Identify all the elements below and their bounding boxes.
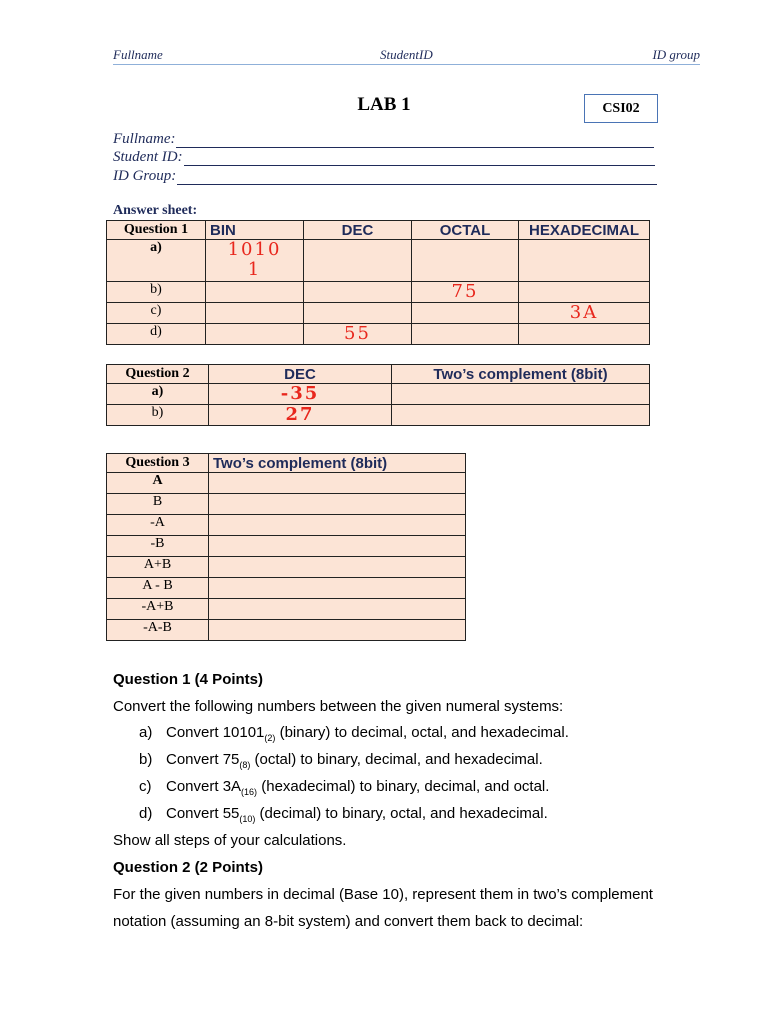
row-label: a) [107,384,209,405]
row-label: -A-B [107,620,209,641]
answer-dec-c[interactable] [304,303,412,324]
answer-cell[interactable] [209,620,466,641]
question1-outro: Show all steps of your calculations. [113,832,347,849]
list-item [139,778,549,797]
item-text: Convert 10101 [166,724,265,741]
row-label: b) [107,405,209,426]
table-row [107,303,650,324]
answer-cell[interactable] [209,494,466,515]
answer-dec-a[interactable] [304,240,412,282]
answer-oct-b[interactable]: 75 [412,282,519,303]
table1-header-hex: HEXADECIMAL [519,221,650,240]
question2-line1: For the given numbers in decimal (Base 10), represent them in two’s complement [113,886,653,903]
id-group-label: ID Group: [113,168,177,184]
item-text-rest: (octal) to binary, decimal, and hexadecimal. [250,751,543,768]
row-label: c) [107,303,206,324]
id-group-field[interactable] [113,168,657,185]
item-text-rest: (decimal) to binary, octal, and hexadecimal. [255,805,548,822]
answer-cell[interactable] [209,515,466,536]
item-base: (10) [239,814,256,824]
table-row [107,494,466,515]
table2-header-dec: DEC [209,365,392,384]
table2-header-twos: Two’s complement (8bit) [392,365,650,384]
answer-cell[interactable] [209,473,466,494]
table-row [107,473,466,494]
answer-oct-a[interactable] [412,240,519,282]
table3-header-twos: Two’s complement (8bit) [209,454,466,473]
item-text: Convert 55 [166,805,240,822]
table-row [107,578,466,599]
page-title: LAB 1 [357,94,411,115]
table-row [107,240,650,282]
row-label: A+B [107,557,209,578]
fullname-label: Fullname: [113,131,176,147]
student-id-label: Student ID: [113,149,183,165]
table3-header-question: Question 3 [107,454,209,473]
item-letter: d) [139,805,153,822]
answer-cell[interactable] [209,557,466,578]
student-id-field[interactable] [113,149,655,166]
fullname-blank[interactable] [176,134,654,148]
table-row [107,515,466,536]
item-letter: a) [139,724,153,741]
answer-dec-d[interactable]: 55 [304,324,412,345]
answer-bin-d[interactable] [206,324,304,345]
row-label: B [107,494,209,515]
row-label: a) [107,240,206,282]
answer-sheet-label: Answer sheet: [113,203,198,218]
row-label: A - B [107,578,209,599]
answer-hex-a[interactable] [519,240,650,282]
row-label: -A [107,515,209,536]
answer-dec-b[interactable]: 27 [209,405,392,426]
row-label: -B [107,536,209,557]
table1-header-dec: DEC [304,221,412,240]
row-label: d) [107,324,206,345]
answer-twos-a[interactable] [392,384,650,405]
table-row [107,324,650,345]
table-row [107,620,466,641]
answer-bin-c[interactable] [206,303,304,324]
item-letter: c) [139,778,152,795]
question2-heading: Question 2 (2 Points) [113,859,264,876]
answer-bin-a[interactable]: 1010 1 [206,240,304,282]
fullname-field[interactable] [113,131,654,148]
item-text: Convert 75 [166,751,240,768]
row-label: b) [107,282,206,303]
id-group-blank[interactable] [177,171,657,185]
answer-bin-b[interactable] [206,282,304,303]
list-item [139,724,569,743]
answer-twos-b[interactable] [392,405,650,426]
answer-oct-d[interactable] [412,324,519,345]
item-base: (8) [239,760,251,770]
question2-line2: notation (assuming an 8-bit system) and convert them back to decimal: [113,913,584,930]
question3-answer-table [106,453,466,641]
list-item [139,805,548,824]
question1-answer-table [106,220,650,345]
row-label: A [107,473,209,494]
item-text-rest: (hexadecimal) to binary, decimal, and octal. [257,778,550,795]
question1-intro: Convert the following numbers between the given numeral systems: [113,698,564,715]
answer-hex-c[interactable]: 3A [519,303,650,324]
student-id-blank[interactable] [184,152,655,166]
table-row [107,282,650,303]
answer-oct-c[interactable] [412,303,519,324]
question2-answer-table [106,364,650,426]
answer-cell[interactable] [209,578,466,599]
table-row [107,384,650,405]
header-fullname: Fullname [113,47,163,62]
table1-header-bin: BIN [206,221,304,240]
header-id-group: ID group [652,47,700,62]
answer-dec-a[interactable]: -35 [209,384,392,405]
table-row [107,405,650,426]
list-item [139,751,543,770]
answer-hex-b[interactable] [519,282,650,303]
item-text: Convert 3A [166,778,242,795]
course-code-box: CSI02 [584,94,658,123]
table2-header-question: Question 2 [107,365,209,384]
page-header [113,46,700,65]
table-row [107,536,466,557]
answer-cell[interactable] [209,536,466,557]
item-base: (2) [264,733,276,743]
answer-hex-d[interactable] [519,324,650,345]
table1-header-octal: OCTAL [412,221,519,240]
header-student-id: StudentID [380,47,433,62]
row-label: -A+B [107,599,209,620]
item-text-rest: (binary) to decimal, octal, and hexadecimal. [275,724,569,741]
item-base: (16) [241,787,258,797]
table1-header-question: Question 1 [107,221,206,240]
table-row [107,557,466,578]
answer-dec-b[interactable] [304,282,412,303]
question1-heading: Question 1 (4 Points) [113,671,264,688]
table-row [107,599,466,620]
item-letter: b) [139,751,153,768]
answer-cell[interactable] [209,599,466,620]
